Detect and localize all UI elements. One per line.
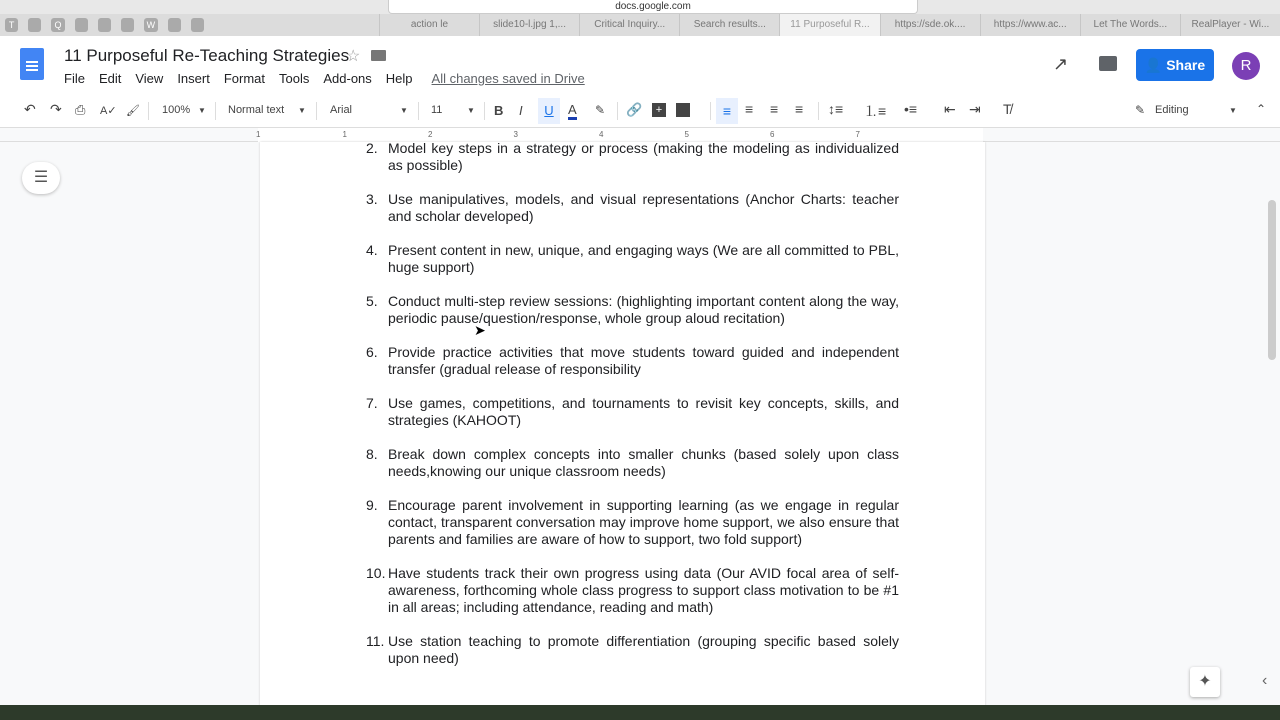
bookmark-favicon-icon[interactable] bbox=[191, 18, 204, 32]
docs-header bbox=[0, 36, 1280, 94]
font-size-select[interactable]: 11 bbox=[431, 104, 443, 116]
browser-tab[interactable]: Critical Inquiry... bbox=[579, 14, 679, 36]
list-item bbox=[366, 565, 899, 616]
ruler-mark: 5 bbox=[684, 130, 689, 139]
item-text[interactable]: Use games, competitions, and tournaments to revisit key concepts, skills, and strategies (KAHOOT) bbox=[388, 395, 899, 428]
item-text[interactable]: Model key steps in a strategy or process (making the modeling as individualized as possible) bbox=[388, 140, 899, 173]
highlight-icon[interactable]: ✎ bbox=[595, 103, 606, 117]
tab-strip bbox=[0, 14, 1280, 36]
item-number: 11. bbox=[366, 633, 385, 649]
menu-format[interactable]: Format bbox=[223, 71, 265, 86]
browser-tab[interactable]: https://www.ac... bbox=[980, 14, 1080, 36]
share-button[interactable] bbox=[1136, 49, 1214, 81]
spellcheck-icon[interactable]: A✓ bbox=[100, 105, 117, 117]
bookmark-favicon-icon[interactable] bbox=[28, 18, 41, 32]
insert-comment-icon[interactable]: + bbox=[652, 103, 666, 117]
text-color-icon[interactable]: A bbox=[568, 102, 577, 120]
browser-tab[interactable]: RealPlayer - Wi... bbox=[1180, 14, 1280, 36]
style-select[interactable]: Normal text bbox=[228, 104, 285, 116]
list-item bbox=[366, 497, 899, 548]
item-text[interactable]: Break down complex concepts into smaller chunks (based solely upon class needs,knowing our unique classroom needs) bbox=[388, 446, 899, 479]
link-icon[interactable]: 🔗 bbox=[626, 102, 643, 117]
explore-icon[interactable]: ✦ bbox=[1190, 667, 1220, 697]
comment-icon[interactable] bbox=[1099, 56, 1117, 71]
align-left-icon[interactable]: ≡ bbox=[716, 98, 738, 124]
item-text[interactable]: Encourage parent involvement in supporting learning (as we engage in regular contact, transparent conversation may improve home support, we also ensure that parents and families are aware of how to support, two fold support) bbox=[388, 497, 899, 547]
share-label: Share bbox=[1166, 57, 1206, 73]
bookmark-favicon-icon[interactable] bbox=[121, 18, 134, 32]
item-text[interactable]: Have students track their own progress using data (Our AVID focal area of self-awareness, forthcoming whole class progress to support class motivation to be #1 in all areas; including attendance, reading and math) bbox=[388, 565, 899, 615]
paint-format-icon[interactable]: 🖌 bbox=[126, 105, 140, 117]
person-icon: 👤 bbox=[1144, 57, 1167, 73]
bookmark-favicon-icon[interactable] bbox=[168, 18, 181, 32]
item-text[interactable]: Use manipulatives, models, and visual representations (Anchor Charts: teacher and scholar developed) bbox=[388, 191, 899, 224]
edit-pencil-icon: ✎ bbox=[1135, 103, 1146, 117]
item-number: 3. bbox=[366, 191, 378, 207]
clear-formatting-icon[interactable]: T̸ bbox=[1003, 101, 1012, 117]
menu-tools[interactable]: Tools bbox=[279, 71, 310, 86]
menu-bar bbox=[64, 71, 599, 86]
item-number: 4. bbox=[366, 242, 378, 258]
item-number: 8. bbox=[366, 446, 378, 462]
menu-edit[interactable]: Edit bbox=[98, 71, 122, 86]
line-spacing-icon[interactable]: ↕≡ bbox=[828, 101, 844, 117]
item-text[interactable]: Present content in new, unique, and engaging ways (We are all committed to PBL, huge support) bbox=[388, 242, 899, 275]
browser-tab[interactable]: Search results... bbox=[679, 14, 779, 36]
item-text[interactable]: Conduct multi-step review sessions: (highlighting important content along the way, periodic pause/question/response, whole group aloud recitation) bbox=[388, 293, 899, 326]
save-status-link[interactable]: All changes saved in Drive bbox=[431, 71, 585, 86]
activity-trend-icon[interactable]: ↗ bbox=[1053, 54, 1069, 74]
document-title[interactable]: 11 Purposeful Re-Teaching Strategies bbox=[64, 46, 350, 65]
browser-tab[interactable]: Let The Words... bbox=[1080, 14, 1180, 36]
mouse-cursor-icon: ➤ bbox=[474, 322, 486, 338]
item-text[interactable]: Provide practice activities that move students toward guided and independent transfer (gradual release of responsibility bbox=[388, 344, 899, 377]
list-item bbox=[366, 344, 899, 378]
editing-mode-select[interactable]: Editing bbox=[1155, 104, 1189, 116]
zoom-select[interactable]: 100% bbox=[162, 104, 191, 116]
collapse-menu-icon[interactable]: ⌃ bbox=[1256, 102, 1267, 116]
item-number: 7. bbox=[366, 395, 378, 411]
ruler-mark: 2 bbox=[428, 130, 433, 139]
list-item bbox=[366, 395, 899, 429]
browser-tab[interactable]: action le bbox=[379, 14, 479, 36]
item-number: 2. bbox=[366, 140, 378, 156]
align-right-icon[interactable]: ≡ bbox=[770, 101, 779, 117]
underline-icon[interactable]: U bbox=[538, 98, 560, 124]
ruler-mark: 7 bbox=[855, 130, 860, 139]
item-number: 10. bbox=[366, 565, 386, 581]
list-item bbox=[366, 140, 899, 174]
side-panel-toggle-icon[interactable]: ‹ bbox=[1262, 672, 1268, 689]
ruler-mark: 6 bbox=[770, 130, 775, 139]
justify-icon[interactable]: ≡ bbox=[795, 101, 804, 117]
undo-icon[interactable]: ↶ bbox=[24, 101, 36, 117]
list-item bbox=[366, 633, 899, 667]
list-item bbox=[366, 191, 899, 225]
toolbar: ↶ ↷ ⎙ A✓ 🖌 100% ▼ Normal text ▼ Arial ▼ 11 ▼ B I U A ✎ 🔗 + ≡ ≡ ≡ ≡ ↕≡ ⒈≡ •≡ ⇤ ⇥ T̸ ✎ Editing ▼ ⌃ bbox=[0, 94, 1280, 128]
browser-chrome bbox=[0, 0, 1280, 36]
menu-view[interactable]: View bbox=[135, 71, 164, 86]
avatar[interactable]: R bbox=[1232, 52, 1260, 80]
ruler-mark: 3 bbox=[513, 130, 518, 139]
ruler-mark: 1 bbox=[256, 130, 261, 139]
print-icon[interactable]: ⎙ bbox=[75, 102, 86, 117]
browser-tab[interactable]: slide10-l.jpg 1,... bbox=[479, 14, 579, 36]
ruler-mark: 4 bbox=[599, 130, 604, 139]
browser-tab[interactable]: 11 Purposeful R... bbox=[779, 14, 879, 36]
item-number: 6. bbox=[366, 344, 378, 360]
bulleted-list-icon[interactable]: •≡ bbox=[904, 101, 918, 117]
align-center-icon[interactable]: ≡ bbox=[745, 101, 754, 117]
menu-insert[interactable]: Insert bbox=[177, 71, 210, 86]
dock bbox=[0, 705, 1280, 720]
scrollbar[interactable] bbox=[1268, 200, 1276, 360]
list-item bbox=[366, 242, 899, 276]
redo-icon[interactable]: ↷ bbox=[50, 101, 62, 117]
increase-indent-icon[interactable]: ⇥ bbox=[969, 101, 981, 117]
menu-help[interactable]: Help bbox=[385, 71, 413, 86]
item-number: 5. bbox=[366, 293, 378, 309]
folder-icon[interactable] bbox=[371, 50, 386, 61]
menu-add-ons[interactable]: Add-ons bbox=[323, 71, 372, 86]
italic-icon[interactable]: I bbox=[519, 103, 523, 118]
bookmark-favicon-icon[interactable]: Q bbox=[51, 18, 64, 32]
bookmark-favicon-icon[interactable]: W bbox=[144, 18, 157, 32]
list-item bbox=[366, 293, 899, 327]
address-bar[interactable]: docs.google.com bbox=[388, 0, 918, 14]
insert-image-icon[interactable] bbox=[676, 103, 690, 117]
bookmark-favicon-icon[interactable]: T bbox=[5, 18, 18, 32]
docs-logo-icon[interactable] bbox=[20, 48, 44, 80]
bookmark-favicon-icon[interactable] bbox=[75, 18, 88, 32]
document-outline-icon[interactable]: ☰ bbox=[22, 162, 60, 194]
item-number: 9. bbox=[366, 497, 378, 513]
strategy-list bbox=[366, 140, 899, 684]
list-item bbox=[366, 446, 899, 480]
numbered-list-icon[interactable]: ⒈≡ bbox=[864, 103, 887, 119]
font-select[interactable]: Arial bbox=[330, 104, 353, 116]
star-icon[interactable]: ☆ bbox=[346, 48, 361, 65]
bold-icon[interactable]: B bbox=[494, 103, 504, 118]
browser-tab[interactable]: https://sde.ok.... bbox=[880, 14, 980, 36]
ruler-mark: 1 bbox=[342, 130, 347, 139]
bookmark-favicon-icon[interactable] bbox=[98, 18, 111, 32]
menu-file[interactable]: File bbox=[64, 71, 85, 86]
item-text[interactable]: Use station teaching to promote differentiation (grouping specific based solely upon need) bbox=[388, 633, 899, 666]
decrease-indent-icon[interactable]: ⇤ bbox=[944, 101, 956, 117]
